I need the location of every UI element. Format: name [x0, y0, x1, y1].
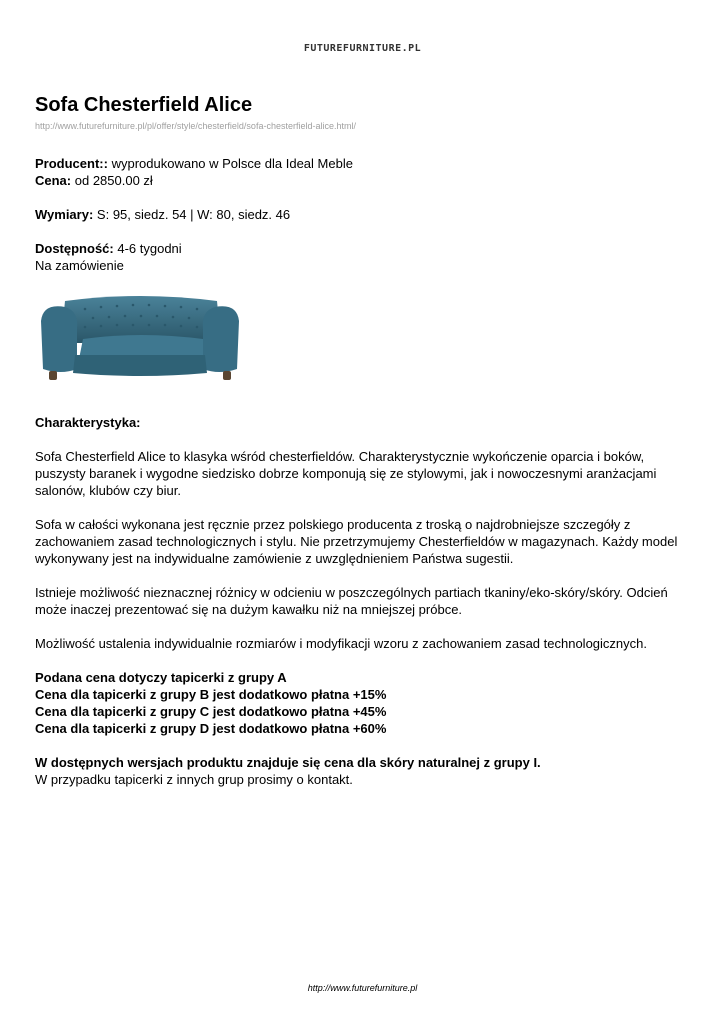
description-paragraph-4: Możliwość ustalenia indywidualnie rozmiarów i modyfikacji wzoru z zachowaniem zasad technologicznych.	[35, 636, 647, 651]
producer-line	[35, 155, 695, 172]
availability-note: Na zamówienie	[35, 258, 124, 273]
availability-label: Dostępność:	[35, 241, 114, 256]
availability-value: 4-6 tygodni	[117, 241, 182, 256]
description-paragraph-2: Sofa w całości wykonana jest ręcznie przez polskiego producenta z troską o najdrobniejsze szczegóły z zachowaniem zasad technologicznych i stylu. Nie przetrzymujemy Chesterfieldów w magazynach. Każdy model wykonywany jest na indywidualne zamówienie z uwzględnieniem Państwa sugestii.	[35, 517, 678, 566]
dimensions-value: S: 95, siedz. 54 | W: 80, siedz. 46	[96, 207, 291, 222]
price-label: Cena:	[35, 173, 72, 188]
pricing-line: Cena dla tapicerki z grupy B jest dodatkowo płatna +15%	[35, 687, 387, 702]
sofa-image	[35, 287, 245, 397]
description-paragraph-3: Istnieje możliwość nieznacznej różnicy w odcieniu w poszczególnych partiach tkaniny/eko-skóry/skóry. Odcień może inaczej prezentować się na dużym kawałku niż na mniejszej próbce.	[35, 585, 668, 617]
price-value: od 2850.00 zł	[74, 173, 153, 188]
contact-note: W przypadku tapicerki z innych grup prosimy o kontakt.	[35, 772, 353, 787]
product-title: Sofa Chesterfield Alice	[35, 94, 253, 116]
price-line	[35, 172, 695, 189]
description-heading: Charakterystyka:	[35, 415, 141, 430]
pricing-line: Podana cena dotyczy tapicerki z grupy A	[35, 670, 287, 685]
dimensions-line	[35, 206, 695, 223]
product-url[interactable]: http://www.futurefurniture.pl/pl/offer/style/chesterfield/sofa-chesterfield-alice.html/	[35, 121, 356, 131]
pricing-line: Cena dla tapicerki z grupy C jest dodatkowo płatna +45%	[35, 704, 387, 719]
availability-line	[35, 240, 695, 257]
leather-note: W dostępnych wersjach produktu znajduje się cena dla skóry naturalnej z grupy I.	[35, 755, 541, 770]
site-logo: FUTUREFURNITURE.PL	[303, 43, 422, 54]
producer-value: wyprodukowano w Polsce dla Ideal Meble	[111, 156, 353, 171]
footer-url[interactable]: http://www.futurefurniture.pl	[307, 983, 418, 993]
producer-label: Producent::	[35, 156, 108, 171]
pricing-line: Cena dla tapicerki z grupy D jest dodatkowo płatna +60%	[35, 721, 387, 736]
product-sheet	[35, 93, 695, 788]
description-paragraph-1: Sofa Chesterfield Alice to klasyka wśród chesterfieldów. Charakterystycznie wykończenie oparcia i boków, puszysty baranek i wygodne siedzisko dobrze komponują się ze stylowymi, jak i nowoczesnymi aranżacjami salonów, klubów czy biur.	[35, 449, 657, 498]
dimensions-label: Wymiary:	[35, 207, 94, 222]
